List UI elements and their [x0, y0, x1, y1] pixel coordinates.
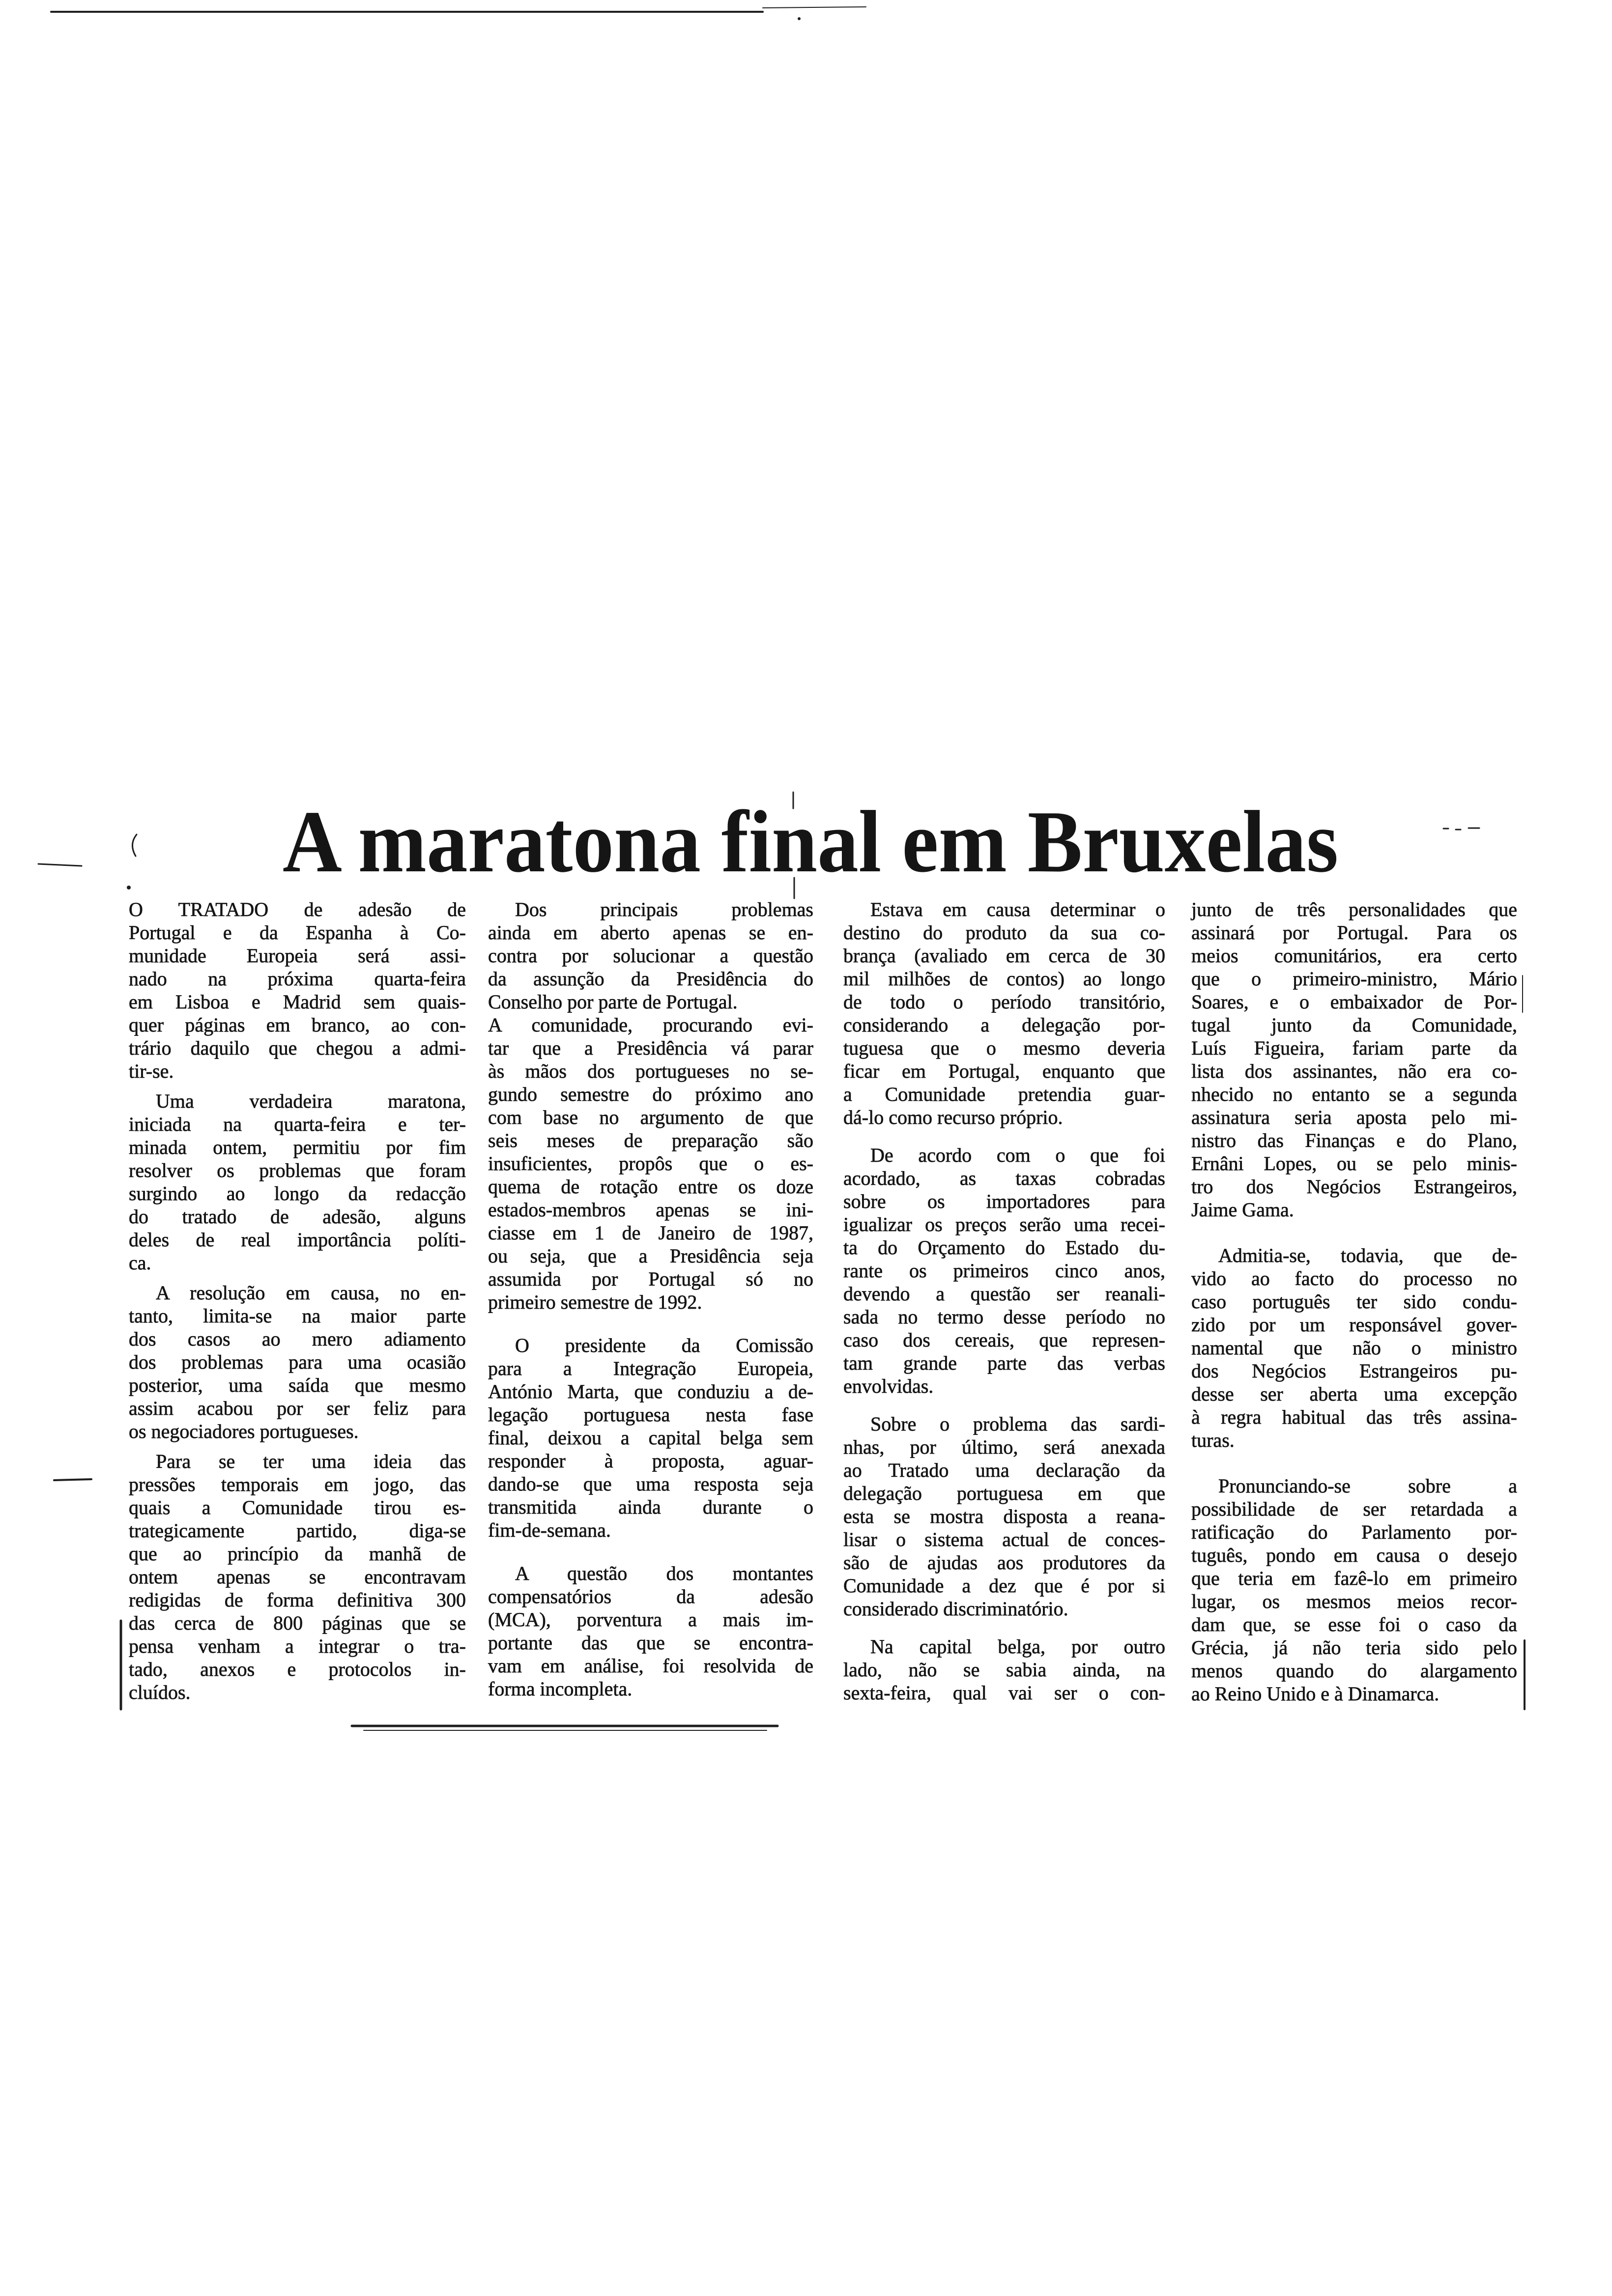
- text-line: legação portuguesa nesta fase: [488, 1404, 813, 1426]
- text-line: tado, anexos e protocolos in-: [129, 1658, 466, 1680]
- text-line: dos casos ao mero adiamento: [129, 1328, 466, 1350]
- text-line: minada ontem, permitiu por fim: [129, 1136, 466, 1158]
- text-line: nado na próxima quarta-feira: [129, 968, 466, 990]
- text-line: A comunidade, procurando evi-: [488, 1014, 813, 1036]
- text-line: os negociadores portugueses.: [129, 1420, 359, 1442]
- text-line: Portugal e da Espanha à Co-: [129, 921, 466, 944]
- text-line: lista dos assinantes, não era co-: [1191, 1060, 1517, 1082]
- text-line: insuficientes, propôs que o es-: [488, 1152, 813, 1175]
- text-line: portante das que se encontra-: [488, 1632, 813, 1654]
- text-line: surgindo ao longo da redacção: [129, 1182, 466, 1205]
- text-line: pensa venham a integrar o tra-: [129, 1635, 466, 1657]
- text-line: com base no argumento de que: [488, 1106, 813, 1128]
- text-line: Dos principais problemas: [515, 898, 813, 920]
- text-line: lado, não se sabia ainda, na: [843, 1659, 1165, 1681]
- text-line: sobre os importadores para: [843, 1190, 1165, 1212]
- text-line: em Lisboa e Madrid sem quais-: [129, 991, 466, 1013]
- text-line: seis meses de preparação são: [488, 1129, 813, 1151]
- text-line: namental que não o ministro: [1191, 1337, 1517, 1359]
- paragraph: [488, 898, 813, 1013]
- text-line: ao Reino Unido e à Dinamarca.: [1191, 1683, 1439, 1705]
- scan-speck: [127, 886, 131, 890]
- text-line: A questão dos montantes: [515, 1562, 813, 1584]
- article-column-3: [843, 898, 1165, 1704]
- text-line: final, deixou a capital belga sem: [488, 1427, 813, 1449]
- text-line: ficar em Portugal, enquanto que: [843, 1060, 1165, 1082]
- text-line: contra por solucionar a questão: [488, 945, 813, 967]
- text-line: caso português ter sido condu-: [1191, 1291, 1517, 1313]
- text-line: meios comunitários, era certo: [1191, 945, 1517, 967]
- text-line: tar que a Presidência vá parar: [488, 1037, 813, 1059]
- text-line: munidade Europeia será assi-: [129, 945, 466, 967]
- text-line: considerado discriminatório.: [843, 1598, 1068, 1620]
- text-line: à regra habitual das três assina-: [1191, 1406, 1517, 1428]
- text-line: responder à proposta, aguar-: [488, 1450, 813, 1472]
- text-line: zido por um responsável gover-: [1191, 1314, 1517, 1336]
- text-line: Estava em causa determinar o: [870, 898, 1165, 920]
- text-line: ca.: [129, 1252, 151, 1274]
- text-line: acordado, as taxas cobradas: [843, 1167, 1165, 1189]
- text-line: desse ser aberta uma excepção: [1191, 1383, 1517, 1405]
- text-line: sada no termo desse período no: [843, 1306, 1165, 1328]
- paragraph: [1191, 1244, 1517, 1452]
- text-line: esta se mostra disposta a reana-: [843, 1505, 1165, 1527]
- text-line: menos quando do alargamento: [1191, 1660, 1517, 1682]
- bracket-mark: [132, 834, 137, 856]
- text-line: nistro das Finanças e do Plano,: [1191, 1129, 1517, 1151]
- text-line: sexta-feira, qual vai ser o con-: [843, 1682, 1165, 1704]
- text-line: pressões temporais em jogo, das: [129, 1473, 466, 1495]
- text-line: assinará por Portugal. Para os: [1191, 921, 1517, 944]
- text-line: iniciada na quarta-feira e ter-: [129, 1113, 466, 1135]
- text-line: ou seja, que a Presidência seja: [488, 1245, 813, 1267]
- text-line: quer páginas em branco, ao con-: [129, 1014, 466, 1036]
- text-line: dos Negócios Estrangeiros pu-: [1191, 1360, 1517, 1382]
- text-line: ainda em aberto apenas se en-: [488, 921, 813, 944]
- text-line: Luís Figueira, fariam parte da: [1191, 1037, 1517, 1059]
- text-line: igualizar os preços serão uma recei-: [843, 1213, 1165, 1235]
- text-line: Jaime Gama.: [1191, 1199, 1294, 1221]
- article-column-2: [488, 898, 813, 1700]
- text-line: resolver os problemas que foram: [129, 1159, 466, 1181]
- text-line: rante os primeiros cinco anos,: [843, 1260, 1165, 1282]
- text-line: a Comunidade pretendia guar-: [843, 1083, 1165, 1105]
- text-line: destino do produto da sua co-: [843, 921, 1165, 944]
- paragraph: [843, 898, 1165, 1129]
- text-line: às mãos dos portugueses no se-: [488, 1060, 813, 1082]
- paragraph: [1191, 1474, 1517, 1705]
- text-line: turas.: [1191, 1429, 1235, 1451]
- text-line: que ao princípio da manhã de: [129, 1543, 466, 1565]
- text-line: para a Integração Europeia,: [488, 1357, 813, 1379]
- text-line: junto de três personalidades que: [1191, 898, 1517, 920]
- paragraph: [488, 1562, 813, 1700]
- top-rule-tail: [763, 7, 866, 8]
- text-line: trategicamente partido, diga-se: [129, 1520, 466, 1542]
- text-line: do tratado de adesão, alguns: [129, 1205, 466, 1228]
- paragraph: [129, 1090, 466, 1274]
- text-line: que o primeiro-ministro, Mário: [1191, 968, 1517, 990]
- text-line: ta do Orçamento do Estado du-: [843, 1236, 1165, 1259]
- text-line: Grécia, já não teria sido pelo: [1191, 1636, 1517, 1659]
- text-line: nhecido no entanto se a segunda: [1191, 1083, 1517, 1105]
- text-line: De acordo com o que foi: [870, 1144, 1165, 1166]
- text-line: tuguês, pondo em causa o desejo: [1191, 1544, 1517, 1566]
- text-line: tugal junto da Comunidade,: [1191, 1014, 1517, 1036]
- text-line: são de ajudas aos produtores da: [843, 1551, 1165, 1574]
- text-line: tam grande parte das verbas: [843, 1352, 1165, 1374]
- text-line: A resolução em causa, no en-: [156, 1282, 466, 1304]
- text-line: devendo a questão ser reanali-: [843, 1283, 1165, 1305]
- text-line: brança (avaliado em cerca de 30: [843, 945, 1165, 967]
- text-line: Soares, e o embaixador de Por-: [1191, 991, 1517, 1013]
- text-line: forma incompleta.: [488, 1678, 633, 1700]
- text-line: Para se ter uma ideia das: [156, 1450, 466, 1472]
- text-line: Na capital belga, por outro: [870, 1636, 1165, 1658]
- text-line: tro dos Negócios Estrangeiros,: [1191, 1176, 1517, 1198]
- paragraph: [488, 1013, 813, 1314]
- text-line: Uma verdadeira maratona,: [156, 1090, 466, 1112]
- scan-speck: [798, 17, 801, 20]
- paragraph: [488, 1334, 813, 1542]
- text-line: dá-lo como recurso próprio.: [843, 1106, 1063, 1128]
- text-line: quema de rotação entre os doze: [488, 1176, 813, 1198]
- text-line: dam que, se esse foi o caso da: [1191, 1613, 1517, 1636]
- text-line: envolvidas.: [843, 1375, 934, 1397]
- left-margin-dash: [38, 864, 82, 866]
- text-line: Ernâni Lopes, ou se pelo minis-: [1191, 1152, 1517, 1175]
- text-line: assim acabou por ser feliz para: [129, 1397, 466, 1419]
- text-line: da assunção da Presidência do: [488, 968, 813, 990]
- text-line: possibilidade de ser retardada a: [1191, 1498, 1517, 1520]
- text-line: dos problemas para uma ocasião: [129, 1351, 466, 1373]
- text-line: tuguesa que o mesmo deveria: [843, 1037, 1165, 1059]
- text-line: que teria em fazê-lo em primeiro: [1191, 1567, 1517, 1589]
- text-line: transmitida ainda durante o: [488, 1496, 813, 1518]
- paragraph: [843, 1412, 1165, 1620]
- article-column-1: [129, 898, 466, 1704]
- article-column-4: [1191, 898, 1517, 1705]
- left-margin-dash: [54, 1479, 91, 1480]
- text-line: António Marta, que conduziu a de-: [488, 1380, 813, 1403]
- text-line: O presidente da Comissão: [515, 1334, 813, 1356]
- text-line: de todo o período transitório,: [843, 991, 1165, 1013]
- text-line: caso dos cereais, que represen-: [843, 1329, 1165, 1351]
- text-line: O TRATADO de adesão de: [129, 898, 466, 920]
- text-line: redigidas de forma definitiva 300: [129, 1589, 466, 1611]
- text-line: delegação portuguesa em que: [843, 1482, 1165, 1504]
- text-line: das cerca de 800 páginas que se: [129, 1612, 466, 1634]
- text-line: Admitia-se, todavia, que de-: [1218, 1244, 1517, 1266]
- headline: A maratona final em Bruxelas: [283, 793, 1339, 890]
- text-line: posterior, uma saída que mesmo: [129, 1374, 466, 1396]
- paragraph: [843, 1144, 1165, 1398]
- paragraph: [843, 1635, 1165, 1704]
- text-line: Comunidade a dez que é por si: [843, 1575, 1165, 1597]
- paragraph: [129, 1281, 466, 1443]
- text-line: compensatórios da adesão: [488, 1585, 813, 1607]
- text-line: Pronunciando-se sobre a: [1218, 1475, 1517, 1497]
- text-line: deles de real importância políti-: [129, 1229, 466, 1251]
- paragraph: [129, 898, 466, 1083]
- text-line: Conselho por parte de Portugal.: [488, 991, 738, 1013]
- paragraph: [129, 1450, 466, 1704]
- text-line: primeiro semestre de 1992.: [488, 1291, 702, 1313]
- text-line: ratificação do Parlamento por-: [1191, 1521, 1517, 1543]
- text-line: ontem apenas se encontravam: [129, 1566, 466, 1588]
- text-line: considerando a delegação por-: [843, 1014, 1165, 1036]
- text-line: trário daquilo que chegou a admi-: [129, 1037, 466, 1059]
- text-line: tir-se.: [129, 1060, 174, 1082]
- text-line: lugar, os mesmos meios recor-: [1191, 1590, 1517, 1612]
- text-line: vam em análise, foi resolvida de: [488, 1655, 813, 1677]
- text-line: ciasse em 1 de Janeiro de 1987,: [488, 1222, 813, 1244]
- text-line: vido ao facto do processo no: [1191, 1267, 1517, 1290]
- text-line: estados-membros apenas se ini-: [488, 1199, 813, 1221]
- paragraph: [1191, 898, 1517, 1221]
- text-line: assinatura seria aposta pelo mi-: [1191, 1106, 1517, 1128]
- text-line: mil milhões de contos) ao longo: [843, 968, 1165, 990]
- text-line: dando-se que uma resposta seja: [488, 1473, 813, 1495]
- text-line: cluídos.: [129, 1681, 191, 1703]
- text-line: quais a Comunidade tirou es-: [129, 1496, 466, 1519]
- text-line: lisar o sistema actual de conces-: [843, 1528, 1165, 1550]
- text-line: (MCA), porventura a mais im-: [488, 1608, 813, 1631]
- text-line: ao Tratado uma declaração da: [843, 1459, 1165, 1481]
- text-line: Sobre o problema das sardi-: [870, 1413, 1165, 1435]
- text-line: assumida por Portugal só no: [488, 1268, 813, 1290]
- text-line: tanto, limita-se na maior parte: [129, 1305, 466, 1327]
- text-line: nhas, por último, será anexada: [843, 1436, 1165, 1458]
- text-line: fim-de-semana.: [488, 1519, 611, 1541]
- text-line: gundo semestre do próximo ano: [488, 1083, 813, 1105]
